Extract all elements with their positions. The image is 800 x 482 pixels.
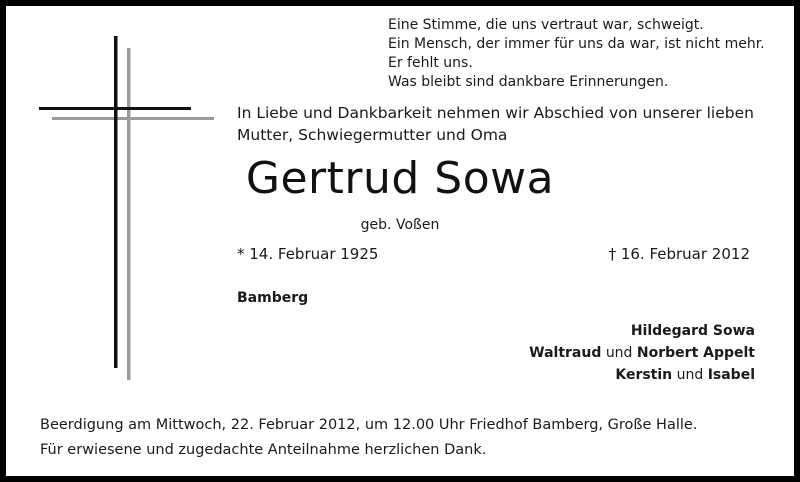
family-name: Kerstin <box>615 367 673 383</box>
family-line <box>529 342 755 364</box>
intro-text <box>237 102 754 146</box>
funeral-info <box>40 413 697 463</box>
intro-line: Mutter, Schwiegermutter und Oma <box>237 126 508 144</box>
maiden-name: geb. Voßen <box>360 217 440 233</box>
family-line <box>529 320 755 342</box>
footer-line: Für erwiesene und zugedachte Anteilnahme herzlichen Dank. <box>40 442 487 458</box>
town: Bamberg <box>237 290 309 306</box>
family-name: Isabel <box>707 367 755 383</box>
obituary-card <box>6 6 794 476</box>
cross-icon <box>36 36 216 386</box>
family-line <box>529 364 755 386</box>
family-name: Norbert Appelt <box>636 345 755 361</box>
deceased-name: Gertrud Sowa <box>245 153 555 204</box>
intro-line: In Liebe und Dankbarkeit nehmen wir Abschied von unserer lieben <box>237 104 754 122</box>
memorial-poem <box>388 16 765 92</box>
poem-line: Was bleibt sind dankbare Erinnerungen. <box>388 74 669 90</box>
conjunction: und <box>605 345 633 361</box>
family-signatures <box>529 320 755 386</box>
birth-date: * 14. Februar 1925 <box>237 245 379 263</box>
poem-line: Ein Mensch, der immer für uns da war, ist nicht mehr. <box>388 36 765 52</box>
poem-line: Eine Stimme, die uns vertraut war, schweigt. <box>388 17 704 33</box>
death-date: † 16. Februar 2012 <box>608 245 750 263</box>
footer-line: Beerdigung am Mittwoch, 22. Februar 2012, um 12.00 Uhr Friedhof Bamberg, Große Halle. <box>40 417 698 433</box>
family-name: Hildegard Sowa <box>630 323 755 339</box>
family-name: Waltraud <box>529 345 602 361</box>
poem-line: Er fehlt uns. <box>388 55 473 71</box>
conjunction: und <box>676 367 704 383</box>
